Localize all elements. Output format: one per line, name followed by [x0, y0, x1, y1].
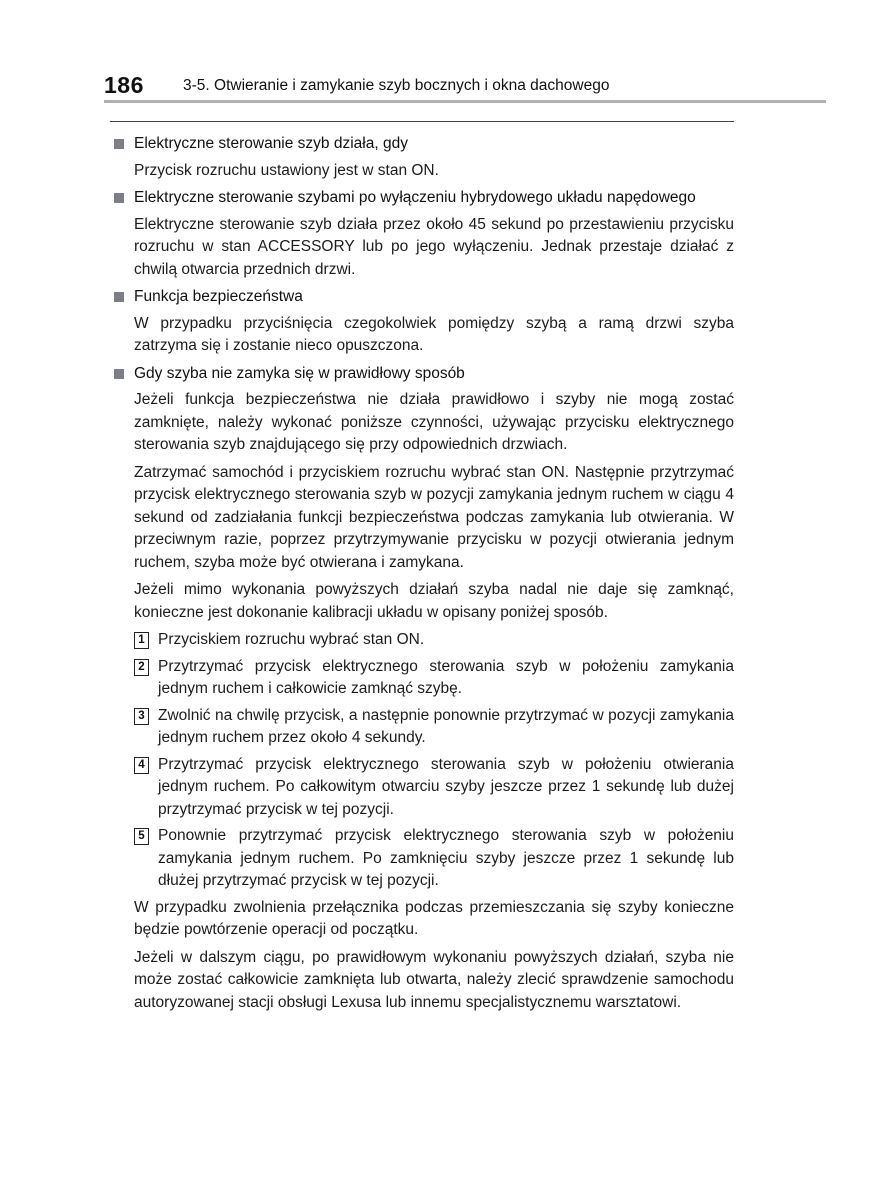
- section-heading-text: Funkcja bezpieczeństwa: [134, 288, 303, 305]
- step-text: Przytrzymać przycisk elektrycznego sterowania szyb w położeniu zamykania jednym ruchem i całkowicie zamknąć szybę.: [158, 657, 734, 697]
- content-divider: [110, 121, 734, 122]
- square-bullet-icon: [114, 292, 124, 302]
- numbered-step: [134, 656, 734, 701]
- numbered-step: [134, 705, 734, 750]
- section-heading: [112, 187, 734, 210]
- paragraph: W przypadku zwolnienia przełącznika podczas przemieszczania się szyby konieczne będzie powtórzenie operacji od początku.: [134, 898, 734, 938]
- header-divider: [104, 100, 826, 103]
- step-number-box: 3: [134, 708, 149, 725]
- section-heading-text: Gdy szyba nie zamyka się w prawidłowy sposób: [134, 364, 465, 382]
- square-bullet-icon: [114, 369, 124, 379]
- numbered-step: [134, 825, 734, 893]
- numbered-step: [134, 754, 734, 822]
- step-text: Ponownie przytrzymać przycisk elektrycznego sterowania szyb w położeniu zamykania jednym ruchem. Po zamknięciu szyby jeszcze przez 1 sekundę lub dłużej przytrzymać przycisk w tej pozycji.: [158, 827, 734, 889]
- paragraph: Jeżeli w dalszym ciągu, po prawidłowym wykonaniu powyższych działań, szyba nie może zostać całkowicie zamknięta lub otwarta, należy zlecić sprawdzenie samochodu autoryzowanej stacji obsługi Lexusa lub innemu specjalistycznemu warsztatowi.: [134, 948, 734, 1011]
- section-heading-text: Elektryczne sterowanie szybami po wyłączeniu hybrydowego układu napędowego: [134, 189, 696, 206]
- paragraph: Jeżeli funkcja bezpieczeństwa nie działa prawidłowo i szyby nie mogą zostać zamknięte, należy wykonać poniższe czynności, używając przycisku elektrycznego sterowania szyb znajdującego się przy odpowiednich drzwiach.: [134, 391, 734, 453]
- paragraph: Elektryczne sterowanie szyb działa przez około 45 sekund po przestawieniu przycisku rozruchu w stan ACCESSORY lub po jego wyłączeniu. Jednak przestaje działać z chwilą otwarcia przednich drzwi.: [134, 215, 734, 278]
- paragraph: Przycisk rozruchu ustawiony jest w stan ON.: [134, 161, 439, 179]
- step-number-box: 5: [134, 828, 149, 845]
- paragraph: W przypadku przyciśnięcia czegokolwiek pomiędzy szybą a ramą drzwi szyba zatrzyma się i zostanie nieco opuszczona.: [134, 314, 734, 354]
- section-heading-text: Elektryczne sterowanie szyb działa, gdy: [134, 135, 408, 152]
- section-title: 3-5. Otwieranie i zamykanie szyb bocznych i okna dachowego: [183, 77, 610, 94]
- section-heading: [112, 133, 734, 156]
- square-bullet-icon: [114, 139, 124, 149]
- step-text: Zwolnić na chwilę przycisk, a następnie ponownie przytrzymać w pozycji zamykania jednym ruchem przez około 4 sekundy.: [158, 706, 734, 746]
- step-number-box: 1: [134, 632, 149, 649]
- step-number-box: 4: [134, 757, 149, 774]
- section-heading: [112, 286, 734, 309]
- paragraph: Jeżeli mimo wykonania powyższych działań szyba nadal nie daje się zamknąć, konieczne jest dokonanie kalibracji układu w opisany poniżej sposób.: [134, 581, 734, 621]
- numbered-step: [134, 629, 734, 652]
- page-content: [112, 130, 734, 1019]
- step-number-box: 2: [134, 659, 149, 676]
- square-bullet-icon: [114, 193, 124, 203]
- section-heading: [112, 363, 734, 386]
- step-text: Przyciskiem rozruchu wybrać stan ON.: [158, 631, 425, 648]
- page-number: 186: [104, 72, 144, 98]
- paragraph: Zatrzymać samochód i przyciskiem rozruchu wybrać stan ON. Następnie przytrzymać przycisk elektrycznego sterowania szyb w pozycji zamykania jednym ruchem w ciągu 4 sekund od zadziałania funkcji bezpieczeństwa podczas zamykania lub otwierania. W przeciwnym razie, poprzez przytrzymywanie przycisku w pozycji otwierania jednym ruchem, szyba może być otwierana i zamykana.: [134, 463, 734, 571]
- step-text: Przytrzymać przycisk elektrycznego sterowania szyb w położeniu otwierania jednym ruchem. Po całkowitym otwarciu szyby jeszcze przez 1 sekundę lub dużej przytrzymać przycisk w tej pozycji.: [158, 755, 734, 818]
